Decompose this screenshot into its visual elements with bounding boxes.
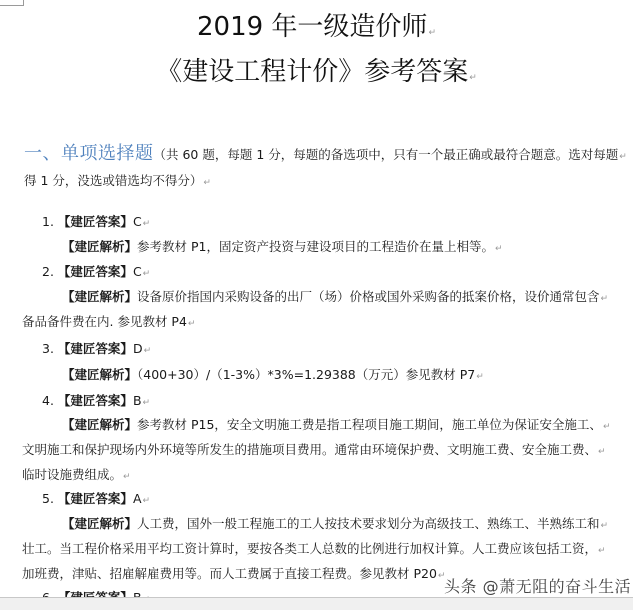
paragraph-mark-icon: ↵ — [469, 73, 477, 83]
paragraph-mark-icon: ↵ — [494, 244, 503, 254]
paragraph-mark-icon: ↵ — [142, 496, 151, 506]
answer-line-2 — [42, 263, 150, 283]
answer-label: 【建匠答案】 — [57, 393, 133, 408]
paragraph-mark-icon: ↵ — [437, 571, 446, 581]
paragraph-mark-icon: ↵ — [142, 269, 151, 279]
analysis-line-2 — [62, 288, 608, 308]
item-number: 1. — [42, 214, 54, 229]
item-number: 5. — [42, 491, 54, 506]
analysis-text: 壮工。当工程价格采用平均工资计算时，要按各类工人总数的比例进行加权计算。人工费应该包括工资， — [22, 541, 598, 556]
analysis-line-2-continued — [22, 313, 195, 333]
answer-label: 【建匠答案】 — [57, 264, 133, 279]
answer-line-5 — [42, 490, 150, 510]
paragraph-mark-icon: ↵ — [600, 294, 609, 304]
paragraph-mark-icon: ↵ — [428, 28, 436, 38]
item-number: 4. — [42, 393, 54, 408]
paragraph-mark-icon: ↵ — [143, 346, 152, 356]
answer-value: C — [132, 264, 142, 279]
analysis-text: 加班费，津贴、招雇解雇费用等。而人工费属于直接工程费。参见教材 P20 — [22, 566, 437, 581]
analysis-text: 备品备件费在内. 参见教材 P4 — [22, 314, 187, 329]
analysis-line-5-continued — [22, 540, 606, 560]
paragraph-mark-icon: ↵ — [203, 178, 211, 188]
analysis-line-5-continued — [22, 565, 445, 585]
paragraph-mark-icon: ↵ — [476, 372, 484, 382]
analysis-text: 临时设施费组成。 — [22, 467, 123, 482]
answer-value: A — [132, 491, 142, 506]
answer-line-3 — [42, 340, 151, 360]
answer-value: C — [132, 214, 142, 229]
analysis-line-1 — [62, 238, 503, 258]
paragraph-mark-icon: ↵ — [142, 219, 151, 229]
analysis-line-4-continued — [22, 466, 131, 486]
document-title-line2 — [0, 57, 633, 93]
analysis-label: 【建匠解析】 — [62, 239, 138, 254]
analysis-text: 设备原价指国内采购设备的出厂（场）价格或国外采购备的抵案价格，设价通常包含 — [137, 289, 600, 304]
analysis-label: 【建匠解析】 — [62, 417, 138, 432]
analysis-line-5 — [62, 515, 608, 535]
paragraph-mark-icon: ↵ — [602, 422, 611, 432]
answer-label: 【建匠答案】 — [57, 491, 133, 506]
section-intro-continued — [24, 172, 211, 192]
section-intro — [24, 145, 627, 166]
answer-value: B — [132, 393, 142, 408]
analysis-label: 【建匠解析】 — [62, 516, 138, 531]
item-number: 3. — [42, 341, 54, 356]
document-title-line1 — [0, 12, 633, 48]
answer-label: 【建匠答案】 — [57, 341, 133, 356]
analysis-label: 【建匠解析】 — [62, 289, 138, 304]
item-number: 2. — [42, 264, 54, 279]
analysis-line-4-continued — [22, 441, 606, 461]
analysis-text: 文明施工和保护现场内外环境等所发生的措施项目费用。通常由环境保护费、文明施工费、安全施工费、 — [22, 442, 598, 457]
analysis-text: （400+30）/（1-3%）*3%=1.29388（万元）参见教材 P7 — [137, 367, 476, 382]
watermark: 头条 @萧无阻的奋斗生活 — [444, 577, 632, 596]
title-text: 2019 年一级造价师 — [197, 12, 428, 42]
answer-line-1 — [42, 213, 150, 233]
analysis-text: 参考教材 P15，安全文明施工费是指工程项目施工期间，施工单位为保证安全施工、 — [137, 417, 602, 432]
answer-label: 【建匠答案】 — [57, 214, 133, 229]
analysis-line-3 — [62, 366, 484, 386]
window-bottom-bar — [0, 597, 633, 610]
analysis-text: 参考教材 P1，固定资产投资与建设项目的工程造价在量上相等。 — [137, 239, 494, 254]
paragraph-mark-icon: ↵ — [123, 472, 131, 482]
section-intro-text: 得 1 分，没选或错选均不得分） — [24, 173, 203, 188]
paragraph-mark-icon: ↵ — [598, 546, 606, 556]
section-heading: 一、单项选择题 — [24, 143, 154, 164]
answer-value: D — [132, 341, 143, 356]
paragraph-mark-icon: ↵ — [598, 447, 606, 457]
paragraph-mark-icon: ↵ — [142, 398, 151, 408]
analysis-label: 【建匠解析】 — [62, 367, 138, 382]
paragraph-mark-icon: ↵ — [619, 152, 627, 162]
section-intro-text: （共 60 题，每题 1 分，每题的备选项中，只有一个最正确或最符合题意。选对每题 — [153, 147, 619, 162]
page-corner-mark — [0, 0, 24, 6]
title-text: 《建设工程计价》参考答案 — [156, 57, 469, 87]
paragraph-mark-icon: ↵ — [600, 521, 609, 531]
paragraph-mark-icon: ↵ — [187, 319, 196, 329]
analysis-text: 人工费，国外一般工程施工的工人按技术要求划分为高级技工、熟练工、半熟练工和 — [137, 516, 600, 531]
analysis-line-4 — [62, 416, 610, 436]
answer-line-4 — [42, 392, 150, 412]
